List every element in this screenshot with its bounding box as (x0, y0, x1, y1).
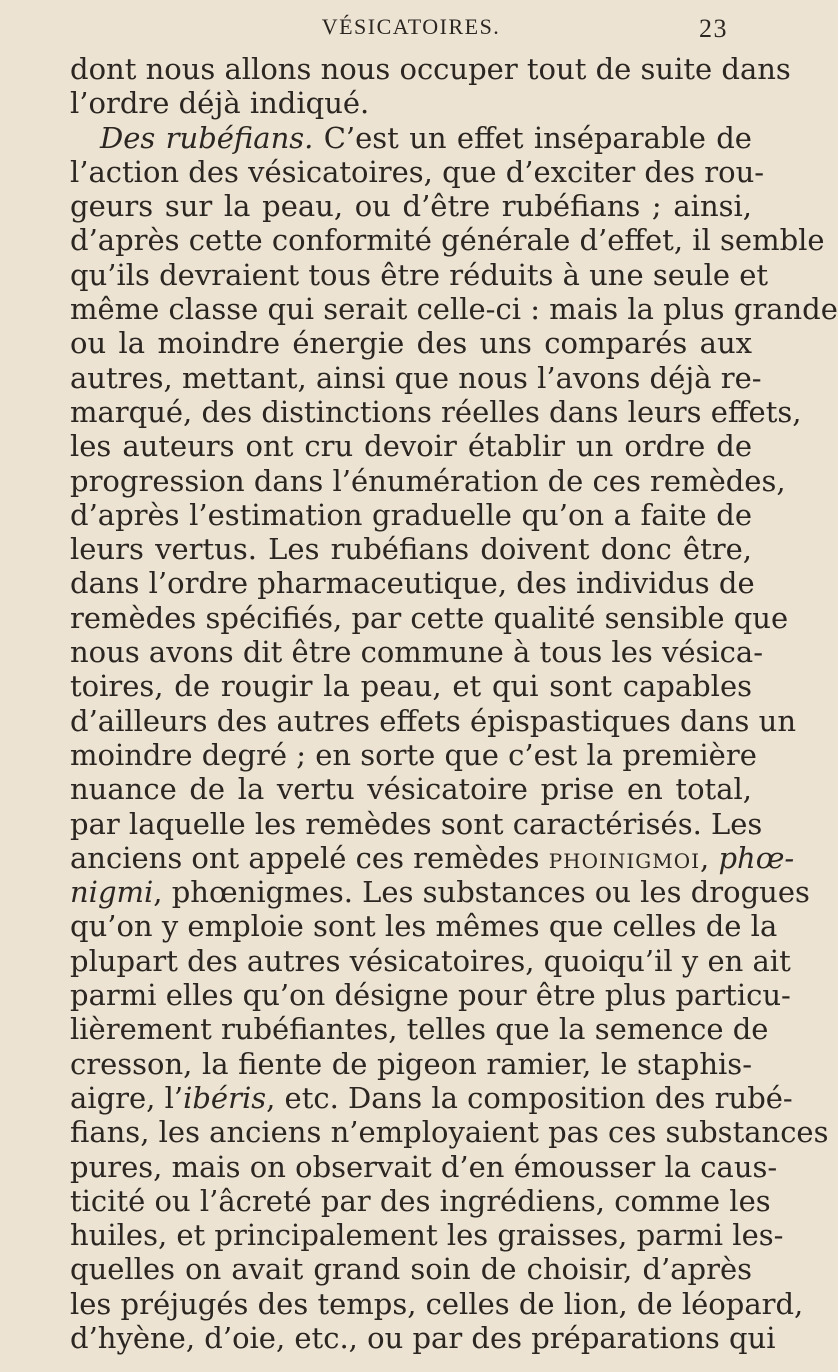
text-line: plupart des autres vésicatoires, quoiqu’il y en ait (70, 943, 791, 978)
text-line: dont nous allons nous occuper tout de suite dans (70, 52, 791, 86)
text-line: marqué, des distinctions réelles dans leurs effets, (70, 394, 802, 429)
text-line: même classe qui serait celle-ci : mais la plus grande (70, 292, 838, 327)
text-line: remèdes spécifiés, par cette qualité sensible que (70, 600, 789, 635)
text-line: nous avons dit être commune à tous les vésica- (70, 635, 763, 670)
text-line: qu’ils devraient tous être réduits à une seule et (70, 257, 769, 292)
text-line: parmi elles qu’on désigne pour être plus particu- (70, 978, 791, 1013)
text-line: geurs sur la peau, ou d’être rubéfians ; ainsi, (70, 189, 752, 224)
text-line: l’ordre déjà indiqué. (70, 86, 370, 121)
text-line: progression dans l’énumération de ces remèdes, (70, 463, 786, 498)
text-line: fians, les anciens n’employaient pas ces substances (70, 1115, 829, 1150)
text-line: qu’on y emploie sont les mêmes que celles de la (70, 909, 778, 944)
text-line: d’hyène, d’oie, etc., ou par des préparations qui (70, 1320, 776, 1355)
text-line: par laquelle les remèdes sont caractérisés. Les (70, 806, 763, 841)
page-number: 23 (699, 14, 728, 43)
text-line: toires, de rougir la peau, et qui sont capables (70, 669, 752, 704)
text-line: les préjugés des temps, celles de lion, de léopard, (70, 1286, 804, 1321)
text-line: quelles on avait grand soin de choisir, d’après (70, 1252, 752, 1287)
text-line: les auteurs ont cru devoir établir un ordre de (70, 429, 752, 464)
text-line: cresson, la fiente de pigeon ramier, le staphis- (70, 1046, 752, 1081)
text-line: nigmi, phœnigmes. Les substances ou les drogues (70, 875, 810, 910)
text-line: d’après l’estimation graduelle qu’on a faite de (70, 497, 752, 532)
body-text (70, 52, 838, 1355)
running-title: VÉSICATOIRES. (321, 14, 501, 39)
text-line: moindre degré ; en sorte que c’est la première (70, 737, 757, 772)
text-line: leurs vertus. Les rubéfians doivent donc être, (70, 532, 752, 567)
text-line: autres, mettant, ainsi que nous l’avons déjà re- (70, 360, 762, 395)
text-line: ou la moindre énergie des uns comparés aux (70, 326, 752, 361)
text-line: anciens ont appelé ces remèdes phoinigmoi, phœ- (70, 840, 795, 875)
text-line: huiles, et principalement les graisses, parmi les- (70, 1218, 784, 1253)
text-line: d’après cette conformité générale d’effet, il semble (70, 223, 825, 258)
text-line: d’ailleurs des autres effets épispastiques dans un (70, 703, 796, 738)
text-line: aigre, l’ibéris, etc. Dans la composition des rubé- (70, 1080, 793, 1115)
text-line: Des rubéfians. C’est un effet inséparable de (100, 120, 752, 155)
text-line: pures, mais on observait d’en émousser la caus- (70, 1149, 778, 1184)
running-head (70, 12, 752, 52)
text-line: ticité ou l’âcreté par des ingrédiens, comme les (70, 1183, 771, 1218)
text-line: nuance de la vertu vésicatoire prise en total, (70, 772, 752, 807)
text-line: l’action des vésicatoires, que d’exciter des rou- (70, 154, 765, 189)
text-line: lièrement rubéfiantes, telles que la semence de (70, 1012, 769, 1047)
text-line: dans l’ordre pharmaceutique, des individus de (70, 566, 755, 601)
